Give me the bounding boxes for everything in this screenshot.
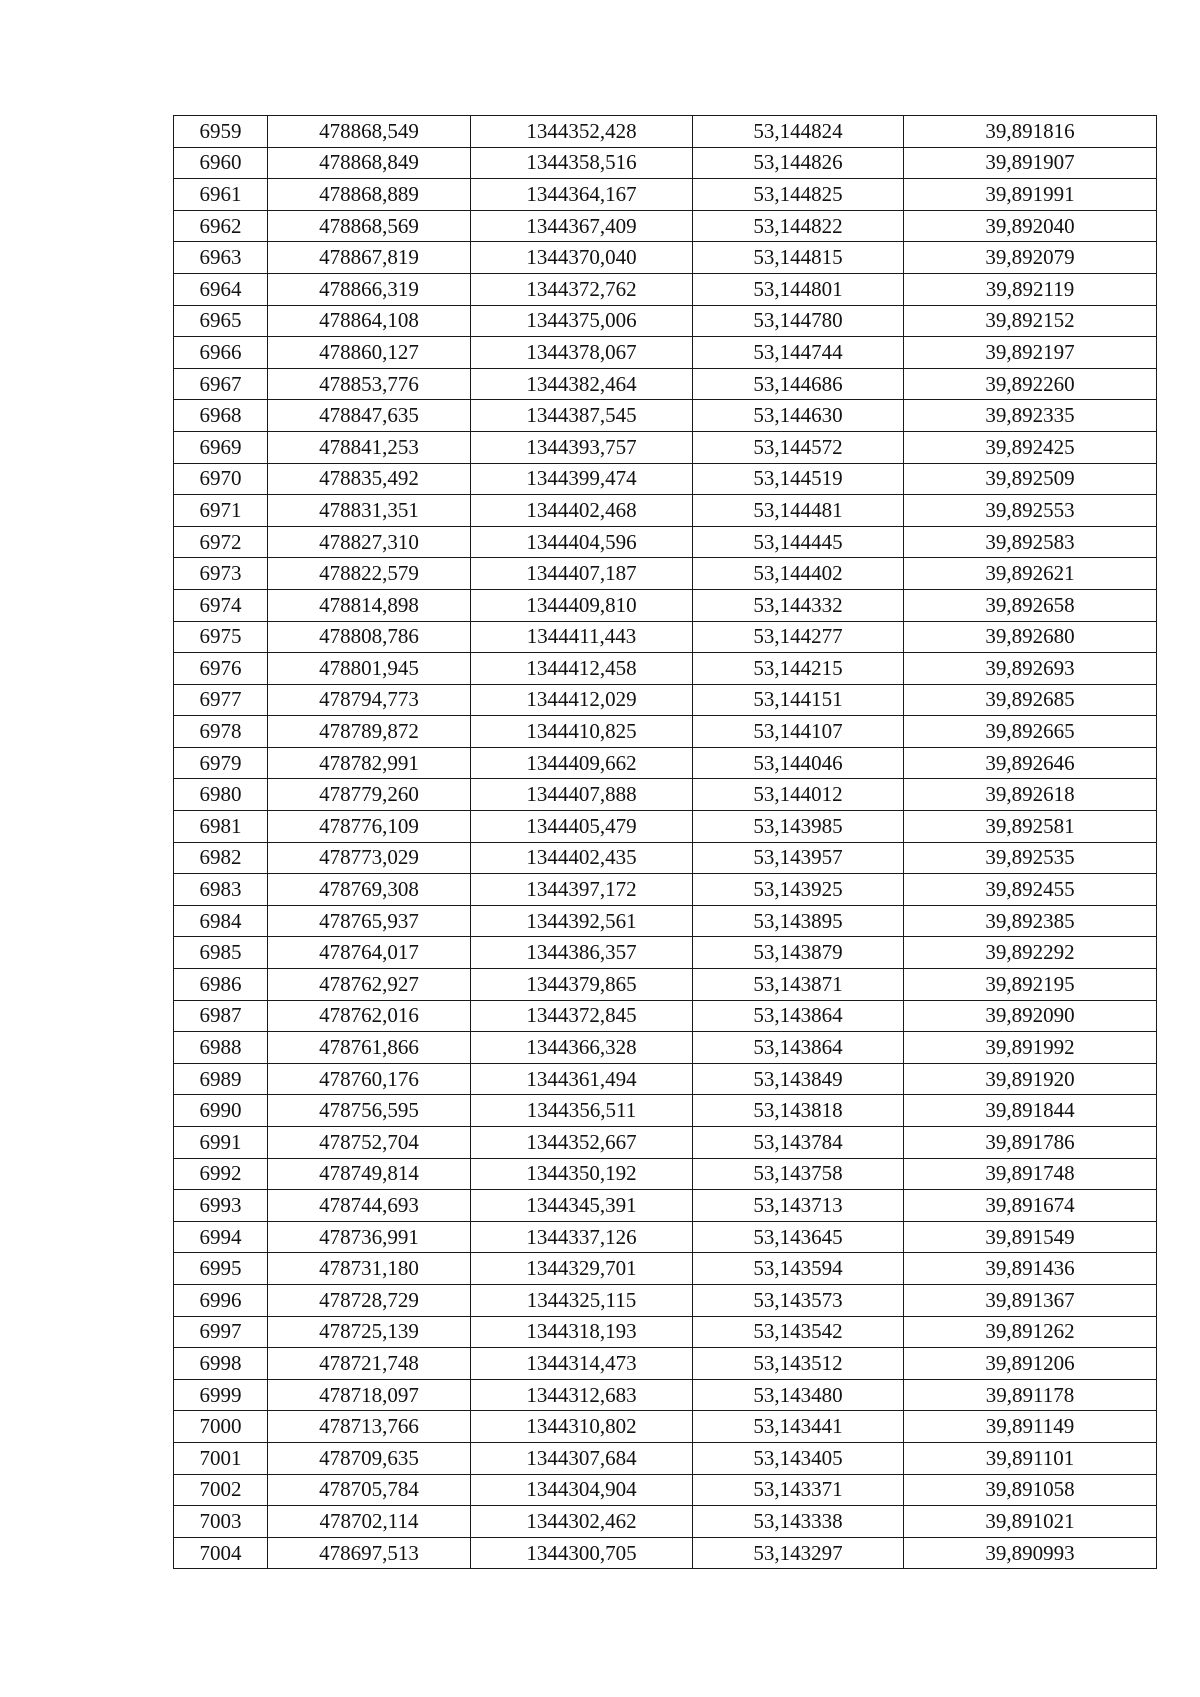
- x-coordinate-cell: 478776,109: [268, 811, 471, 843]
- x-coordinate-cell: 478789,872: [268, 716, 471, 748]
- x-coordinate-cell: 478709,635: [268, 1442, 471, 1474]
- y-coordinate-cell: 1344386,357: [471, 937, 693, 969]
- x-coordinate-cell: 478718,097: [268, 1379, 471, 1411]
- x-coordinate-cell: 478868,569: [268, 210, 471, 242]
- x-coordinate-cell: 478769,308: [268, 874, 471, 906]
- point-number-cell: 6997: [174, 1316, 268, 1348]
- table-row: [174, 969, 1157, 1001]
- longitude-cell: 39,892646: [904, 747, 1157, 779]
- table-row: [174, 431, 1157, 463]
- y-coordinate-cell: 1344382,464: [471, 368, 693, 400]
- longitude-cell: 39,891262: [904, 1316, 1157, 1348]
- latitude-cell: 53,144572: [693, 431, 904, 463]
- latitude-cell: 53,143985: [693, 811, 904, 843]
- latitude-cell: 53,144744: [693, 337, 904, 369]
- latitude-cell: 53,143405: [693, 1442, 904, 1474]
- y-coordinate-cell: 1344402,468: [471, 495, 693, 527]
- longitude-cell: 39,892665: [904, 716, 1157, 748]
- table-row: [174, 1000, 1157, 1032]
- x-coordinate-cell: 478725,139: [268, 1316, 471, 1348]
- y-coordinate-cell: 1344409,810: [471, 589, 693, 621]
- latitude-cell: 53,143864: [693, 1032, 904, 1064]
- table-row: [174, 116, 1157, 148]
- table-row: [174, 1316, 1157, 1348]
- point-number-cell: 6999: [174, 1379, 268, 1411]
- y-coordinate-cell: 1344378,067: [471, 337, 693, 369]
- y-coordinate-cell: 1344356,511: [471, 1095, 693, 1127]
- table-row: [174, 779, 1157, 811]
- latitude-cell: 53,143441: [693, 1411, 904, 1443]
- x-coordinate-cell: 478847,635: [268, 400, 471, 432]
- table-row: [174, 1190, 1157, 1222]
- longitude-cell: 39,892152: [904, 305, 1157, 337]
- point-number-cell: 7001: [174, 1442, 268, 1474]
- longitude-cell: 39,892119: [904, 273, 1157, 305]
- longitude-cell: 39,891991: [904, 179, 1157, 211]
- latitude-cell: 53,143895: [693, 905, 904, 937]
- table-row: [174, 1474, 1157, 1506]
- table-row: [174, 589, 1157, 621]
- longitude-cell: 39,891549: [904, 1221, 1157, 1253]
- longitude-cell: 39,891206: [904, 1348, 1157, 1380]
- table-row: [174, 1537, 1157, 1569]
- point-number-cell: 6989: [174, 1063, 268, 1095]
- x-coordinate-cell: 478868,889: [268, 179, 471, 211]
- longitude-cell: 39,891178: [904, 1379, 1157, 1411]
- longitude-cell: 39,892535: [904, 842, 1157, 874]
- x-coordinate-cell: 478728,729: [268, 1284, 471, 1316]
- longitude-cell: 39,892553: [904, 495, 1157, 527]
- x-coordinate-cell: 478744,693: [268, 1190, 471, 1222]
- table-row: [174, 716, 1157, 748]
- table-row: [174, 526, 1157, 558]
- x-coordinate-cell: 478765,937: [268, 905, 471, 937]
- table-row: [174, 242, 1157, 274]
- point-number-cell: 6959: [174, 116, 268, 148]
- x-coordinate-cell: 478814,898: [268, 589, 471, 621]
- table-row: [174, 1284, 1157, 1316]
- y-coordinate-cell: 1344372,845: [471, 1000, 693, 1032]
- y-coordinate-cell: 1344358,516: [471, 147, 693, 179]
- longitude-cell: 39,892197: [904, 337, 1157, 369]
- x-coordinate-cell: 478831,351: [268, 495, 471, 527]
- x-coordinate-cell: 478868,849: [268, 147, 471, 179]
- latitude-cell: 53,143371: [693, 1474, 904, 1506]
- longitude-cell: 39,891149: [904, 1411, 1157, 1443]
- latitude-cell: 53,143879: [693, 937, 904, 969]
- longitude-cell: 39,891058: [904, 1474, 1157, 1506]
- latitude-cell: 53,144215: [693, 653, 904, 685]
- table-row: [174, 1348, 1157, 1380]
- y-coordinate-cell: 1344399,474: [471, 463, 693, 495]
- latitude-cell: 53,144012: [693, 779, 904, 811]
- latitude-cell: 53,144445: [693, 526, 904, 558]
- point-number-cell: 6976: [174, 653, 268, 685]
- y-coordinate-cell: 1344366,328: [471, 1032, 693, 1064]
- latitude-cell: 53,144332: [693, 589, 904, 621]
- y-coordinate-cell: 1344364,167: [471, 179, 693, 211]
- y-coordinate-cell: 1344387,545: [471, 400, 693, 432]
- longitude-cell: 39,891786: [904, 1127, 1157, 1159]
- x-coordinate-cell: 478864,108: [268, 305, 471, 337]
- longitude-cell: 39,892260: [904, 368, 1157, 400]
- latitude-cell: 53,143594: [693, 1253, 904, 1285]
- x-coordinate-cell: 478721,748: [268, 1348, 471, 1380]
- point-number-cell: 6979: [174, 747, 268, 779]
- table-row: [174, 684, 1157, 716]
- latitude-cell: 53,144801: [693, 273, 904, 305]
- x-coordinate-cell: 478749,814: [268, 1158, 471, 1190]
- x-coordinate-cell: 478782,991: [268, 747, 471, 779]
- y-coordinate-cell: 1344352,667: [471, 1127, 693, 1159]
- longitude-cell: 39,892090: [904, 1000, 1157, 1032]
- latitude-cell: 53,143925: [693, 874, 904, 906]
- table-row: [174, 147, 1157, 179]
- x-coordinate-cell: 478841,253: [268, 431, 471, 463]
- table-row: [174, 495, 1157, 527]
- y-coordinate-cell: 1344405,479: [471, 811, 693, 843]
- y-coordinate-cell: 1344304,904: [471, 1474, 693, 1506]
- y-coordinate-cell: 1344412,458: [471, 653, 693, 685]
- point-number-cell: 6981: [174, 811, 268, 843]
- y-coordinate-cell: 1344412,029: [471, 684, 693, 716]
- y-coordinate-cell: 1344402,435: [471, 842, 693, 874]
- y-coordinate-cell: 1344352,428: [471, 116, 693, 148]
- table-row: [174, 842, 1157, 874]
- point-number-cell: 6978: [174, 716, 268, 748]
- x-coordinate-cell: 478764,017: [268, 937, 471, 969]
- x-coordinate-cell: 478860,127: [268, 337, 471, 369]
- table-row: [174, 305, 1157, 337]
- latitude-cell: 53,144519: [693, 463, 904, 495]
- longitude-cell: 39,891436: [904, 1253, 1157, 1285]
- latitude-cell: 53,143512: [693, 1348, 904, 1380]
- y-coordinate-cell: 1344345,391: [471, 1190, 693, 1222]
- point-number-cell: 6972: [174, 526, 268, 558]
- x-coordinate-cell: 478822,579: [268, 558, 471, 590]
- x-coordinate-cell: 478761,866: [268, 1032, 471, 1064]
- latitude-cell: 53,143480: [693, 1379, 904, 1411]
- y-coordinate-cell: 1344379,865: [471, 969, 693, 1001]
- x-coordinate-cell: 478835,492: [268, 463, 471, 495]
- table-row: [174, 1063, 1157, 1095]
- longitude-cell: 39,892079: [904, 242, 1157, 274]
- y-coordinate-cell: 1344350,192: [471, 1158, 693, 1190]
- coordinates-table: [173, 115, 1157, 1569]
- latitude-cell: 53,143338: [693, 1506, 904, 1538]
- point-number-cell: 6998: [174, 1348, 268, 1380]
- longitude-cell: 39,891844: [904, 1095, 1157, 1127]
- longitude-cell: 39,892680: [904, 621, 1157, 653]
- longitude-cell: 39,891748: [904, 1158, 1157, 1190]
- y-coordinate-cell: 1344325,115: [471, 1284, 693, 1316]
- point-number-cell: 6988: [174, 1032, 268, 1064]
- y-coordinate-cell: 1344310,802: [471, 1411, 693, 1443]
- y-coordinate-cell: 1344312,683: [471, 1379, 693, 1411]
- latitude-cell: 53,144151: [693, 684, 904, 716]
- latitude-cell: 53,143784: [693, 1127, 904, 1159]
- y-coordinate-cell: 1344407,888: [471, 779, 693, 811]
- point-number-cell: 6977: [174, 684, 268, 716]
- latitude-cell: 53,143871: [693, 969, 904, 1001]
- table-row: [174, 179, 1157, 211]
- table-row: [174, 337, 1157, 369]
- latitude-cell: 53,143957: [693, 842, 904, 874]
- y-coordinate-cell: 1344302,462: [471, 1506, 693, 1538]
- y-coordinate-cell: 1344367,409: [471, 210, 693, 242]
- y-coordinate-cell: 1344329,701: [471, 1253, 693, 1285]
- x-coordinate-cell: 478762,927: [268, 969, 471, 1001]
- longitude-cell: 39,892509: [904, 463, 1157, 495]
- y-coordinate-cell: 1344300,705: [471, 1537, 693, 1569]
- y-coordinate-cell: 1344307,684: [471, 1442, 693, 1474]
- x-coordinate-cell: 478702,114: [268, 1506, 471, 1538]
- y-coordinate-cell: 1344318,193: [471, 1316, 693, 1348]
- point-number-cell: 6968: [174, 400, 268, 432]
- y-coordinate-cell: 1344361,494: [471, 1063, 693, 1095]
- x-coordinate-cell: 478736,991: [268, 1221, 471, 1253]
- x-coordinate-cell: 478853,776: [268, 368, 471, 400]
- point-number-cell: 6983: [174, 874, 268, 906]
- longitude-cell: 39,892621: [904, 558, 1157, 590]
- latitude-cell: 53,143849: [693, 1063, 904, 1095]
- point-number-cell: 6963: [174, 242, 268, 274]
- longitude-cell: 39,892581: [904, 811, 1157, 843]
- table-row: [174, 273, 1157, 305]
- longitude-cell: 39,892195: [904, 969, 1157, 1001]
- point-number-cell: 6975: [174, 621, 268, 653]
- latitude-cell: 53,144402: [693, 558, 904, 590]
- x-coordinate-cell: 478868,549: [268, 116, 471, 148]
- x-coordinate-cell: 478779,260: [268, 779, 471, 811]
- table-row: [174, 747, 1157, 779]
- longitude-cell: 39,891992: [904, 1032, 1157, 1064]
- x-coordinate-cell: 478801,945: [268, 653, 471, 685]
- latitude-cell: 53,144481: [693, 495, 904, 527]
- point-number-cell: 6995: [174, 1253, 268, 1285]
- latitude-cell: 53,144825: [693, 179, 904, 211]
- coordinates-table-body: [174, 116, 1157, 1569]
- latitude-cell: 53,144824: [693, 116, 904, 148]
- point-number-cell: 6969: [174, 431, 268, 463]
- y-coordinate-cell: 1344392,561: [471, 905, 693, 937]
- latitude-cell: 53,144107: [693, 716, 904, 748]
- y-coordinate-cell: 1344407,187: [471, 558, 693, 590]
- table-row: [174, 1442, 1157, 1474]
- point-number-cell: 6971: [174, 495, 268, 527]
- table-row: [174, 1379, 1157, 1411]
- y-coordinate-cell: 1344337,126: [471, 1221, 693, 1253]
- x-coordinate-cell: 478713,766: [268, 1411, 471, 1443]
- table-row: [174, 210, 1157, 242]
- latitude-cell: 53,143713: [693, 1190, 904, 1222]
- y-coordinate-cell: 1344375,006: [471, 305, 693, 337]
- latitude-cell: 53,144630: [693, 400, 904, 432]
- point-number-cell: 6993: [174, 1190, 268, 1222]
- table-row: [174, 1158, 1157, 1190]
- y-coordinate-cell: 1344370,040: [471, 242, 693, 274]
- longitude-cell: 39,892685: [904, 684, 1157, 716]
- point-number-cell: 6964: [174, 273, 268, 305]
- table-row: [174, 1253, 1157, 1285]
- longitude-cell: 39,892292: [904, 937, 1157, 969]
- latitude-cell: 53,143297: [693, 1537, 904, 1569]
- longitude-cell: 39,890993: [904, 1537, 1157, 1569]
- longitude-cell: 39,892385: [904, 905, 1157, 937]
- latitude-cell: 53,143542: [693, 1316, 904, 1348]
- longitude-cell: 39,892583: [904, 526, 1157, 558]
- point-number-cell: 6996: [174, 1284, 268, 1316]
- table-row: [174, 1506, 1157, 1538]
- longitude-cell: 39,891920: [904, 1063, 1157, 1095]
- table-row: [174, 1032, 1157, 1064]
- latitude-cell: 53,143573: [693, 1284, 904, 1316]
- longitude-cell: 39,891674: [904, 1190, 1157, 1222]
- longitude-cell: 39,892455: [904, 874, 1157, 906]
- point-number-cell: 6961: [174, 179, 268, 211]
- table-row: [174, 558, 1157, 590]
- longitude-cell: 39,892658: [904, 589, 1157, 621]
- latitude-cell: 53,143864: [693, 1000, 904, 1032]
- point-number-cell: 6982: [174, 842, 268, 874]
- point-number-cell: 6986: [174, 969, 268, 1001]
- longitude-cell: 39,891816: [904, 116, 1157, 148]
- point-number-cell: 6966: [174, 337, 268, 369]
- x-coordinate-cell: 478697,513: [268, 1537, 471, 1569]
- y-coordinate-cell: 1344314,473: [471, 1348, 693, 1380]
- x-coordinate-cell: 478762,016: [268, 1000, 471, 1032]
- y-coordinate-cell: 1344397,172: [471, 874, 693, 906]
- x-coordinate-cell: 478866,319: [268, 273, 471, 305]
- point-number-cell: 6991: [174, 1127, 268, 1159]
- longitude-cell: 39,892618: [904, 779, 1157, 811]
- point-number-cell: 7003: [174, 1506, 268, 1538]
- point-number-cell: 6984: [174, 905, 268, 937]
- x-coordinate-cell: 478752,704: [268, 1127, 471, 1159]
- x-coordinate-cell: 478827,310: [268, 526, 471, 558]
- longitude-cell: 39,892335: [904, 400, 1157, 432]
- longitude-cell: 39,891367: [904, 1284, 1157, 1316]
- table-row: [174, 368, 1157, 400]
- x-coordinate-cell: 478756,595: [268, 1095, 471, 1127]
- table-row: [174, 1127, 1157, 1159]
- y-coordinate-cell: 1344410,825: [471, 716, 693, 748]
- point-number-cell: 6970: [174, 463, 268, 495]
- table-row: [174, 1221, 1157, 1253]
- y-coordinate-cell: 1344404,596: [471, 526, 693, 558]
- point-number-cell: 6990: [174, 1095, 268, 1127]
- point-number-cell: 6985: [174, 937, 268, 969]
- x-coordinate-cell: 478705,784: [268, 1474, 471, 1506]
- table-row: [174, 400, 1157, 432]
- latitude-cell: 53,144046: [693, 747, 904, 779]
- latitude-cell: 53,143758: [693, 1158, 904, 1190]
- point-number-cell: 6992: [174, 1158, 268, 1190]
- longitude-cell: 39,891907: [904, 147, 1157, 179]
- point-number-cell: 7000: [174, 1411, 268, 1443]
- x-coordinate-cell: 478808,786: [268, 621, 471, 653]
- longitude-cell: 39,891021: [904, 1506, 1157, 1538]
- x-coordinate-cell: 478731,180: [268, 1253, 471, 1285]
- table-row: [174, 1411, 1157, 1443]
- point-number-cell: 6974: [174, 589, 268, 621]
- point-number-cell: 7004: [174, 1537, 268, 1569]
- table-row: [174, 653, 1157, 685]
- longitude-cell: 39,892425: [904, 431, 1157, 463]
- point-number-cell: 6987: [174, 1000, 268, 1032]
- table-row: [174, 874, 1157, 906]
- y-coordinate-cell: 1344372,762: [471, 273, 693, 305]
- x-coordinate-cell: 478867,819: [268, 242, 471, 274]
- latitude-cell: 53,144686: [693, 368, 904, 400]
- table-row: [174, 905, 1157, 937]
- point-number-cell: 6965: [174, 305, 268, 337]
- latitude-cell: 53,144780: [693, 305, 904, 337]
- x-coordinate-cell: 478794,773: [268, 684, 471, 716]
- latitude-cell: 53,144277: [693, 621, 904, 653]
- point-number-cell: 6960: [174, 147, 268, 179]
- y-coordinate-cell: 1344393,757: [471, 431, 693, 463]
- point-number-cell: 6973: [174, 558, 268, 590]
- table-row: [174, 937, 1157, 969]
- table-row: [174, 463, 1157, 495]
- latitude-cell: 53,144826: [693, 147, 904, 179]
- latitude-cell: 53,144822: [693, 210, 904, 242]
- point-number-cell: 6994: [174, 1221, 268, 1253]
- latitude-cell: 53,144815: [693, 242, 904, 274]
- point-number-cell: 6980: [174, 779, 268, 811]
- latitude-cell: 53,143818: [693, 1095, 904, 1127]
- longitude-cell: 39,892040: [904, 210, 1157, 242]
- y-coordinate-cell: 1344409,662: [471, 747, 693, 779]
- x-coordinate-cell: 478773,029: [268, 842, 471, 874]
- longitude-cell: 39,892693: [904, 653, 1157, 685]
- table-row: [174, 621, 1157, 653]
- table-row: [174, 811, 1157, 843]
- table-row: [174, 1095, 1157, 1127]
- point-number-cell: 6962: [174, 210, 268, 242]
- point-number-cell: 7002: [174, 1474, 268, 1506]
- x-coordinate-cell: 478760,176: [268, 1063, 471, 1095]
- point-number-cell: 6967: [174, 368, 268, 400]
- longitude-cell: 39,891101: [904, 1442, 1157, 1474]
- y-coordinate-cell: 1344411,443: [471, 621, 693, 653]
- latitude-cell: 53,143645: [693, 1221, 904, 1253]
